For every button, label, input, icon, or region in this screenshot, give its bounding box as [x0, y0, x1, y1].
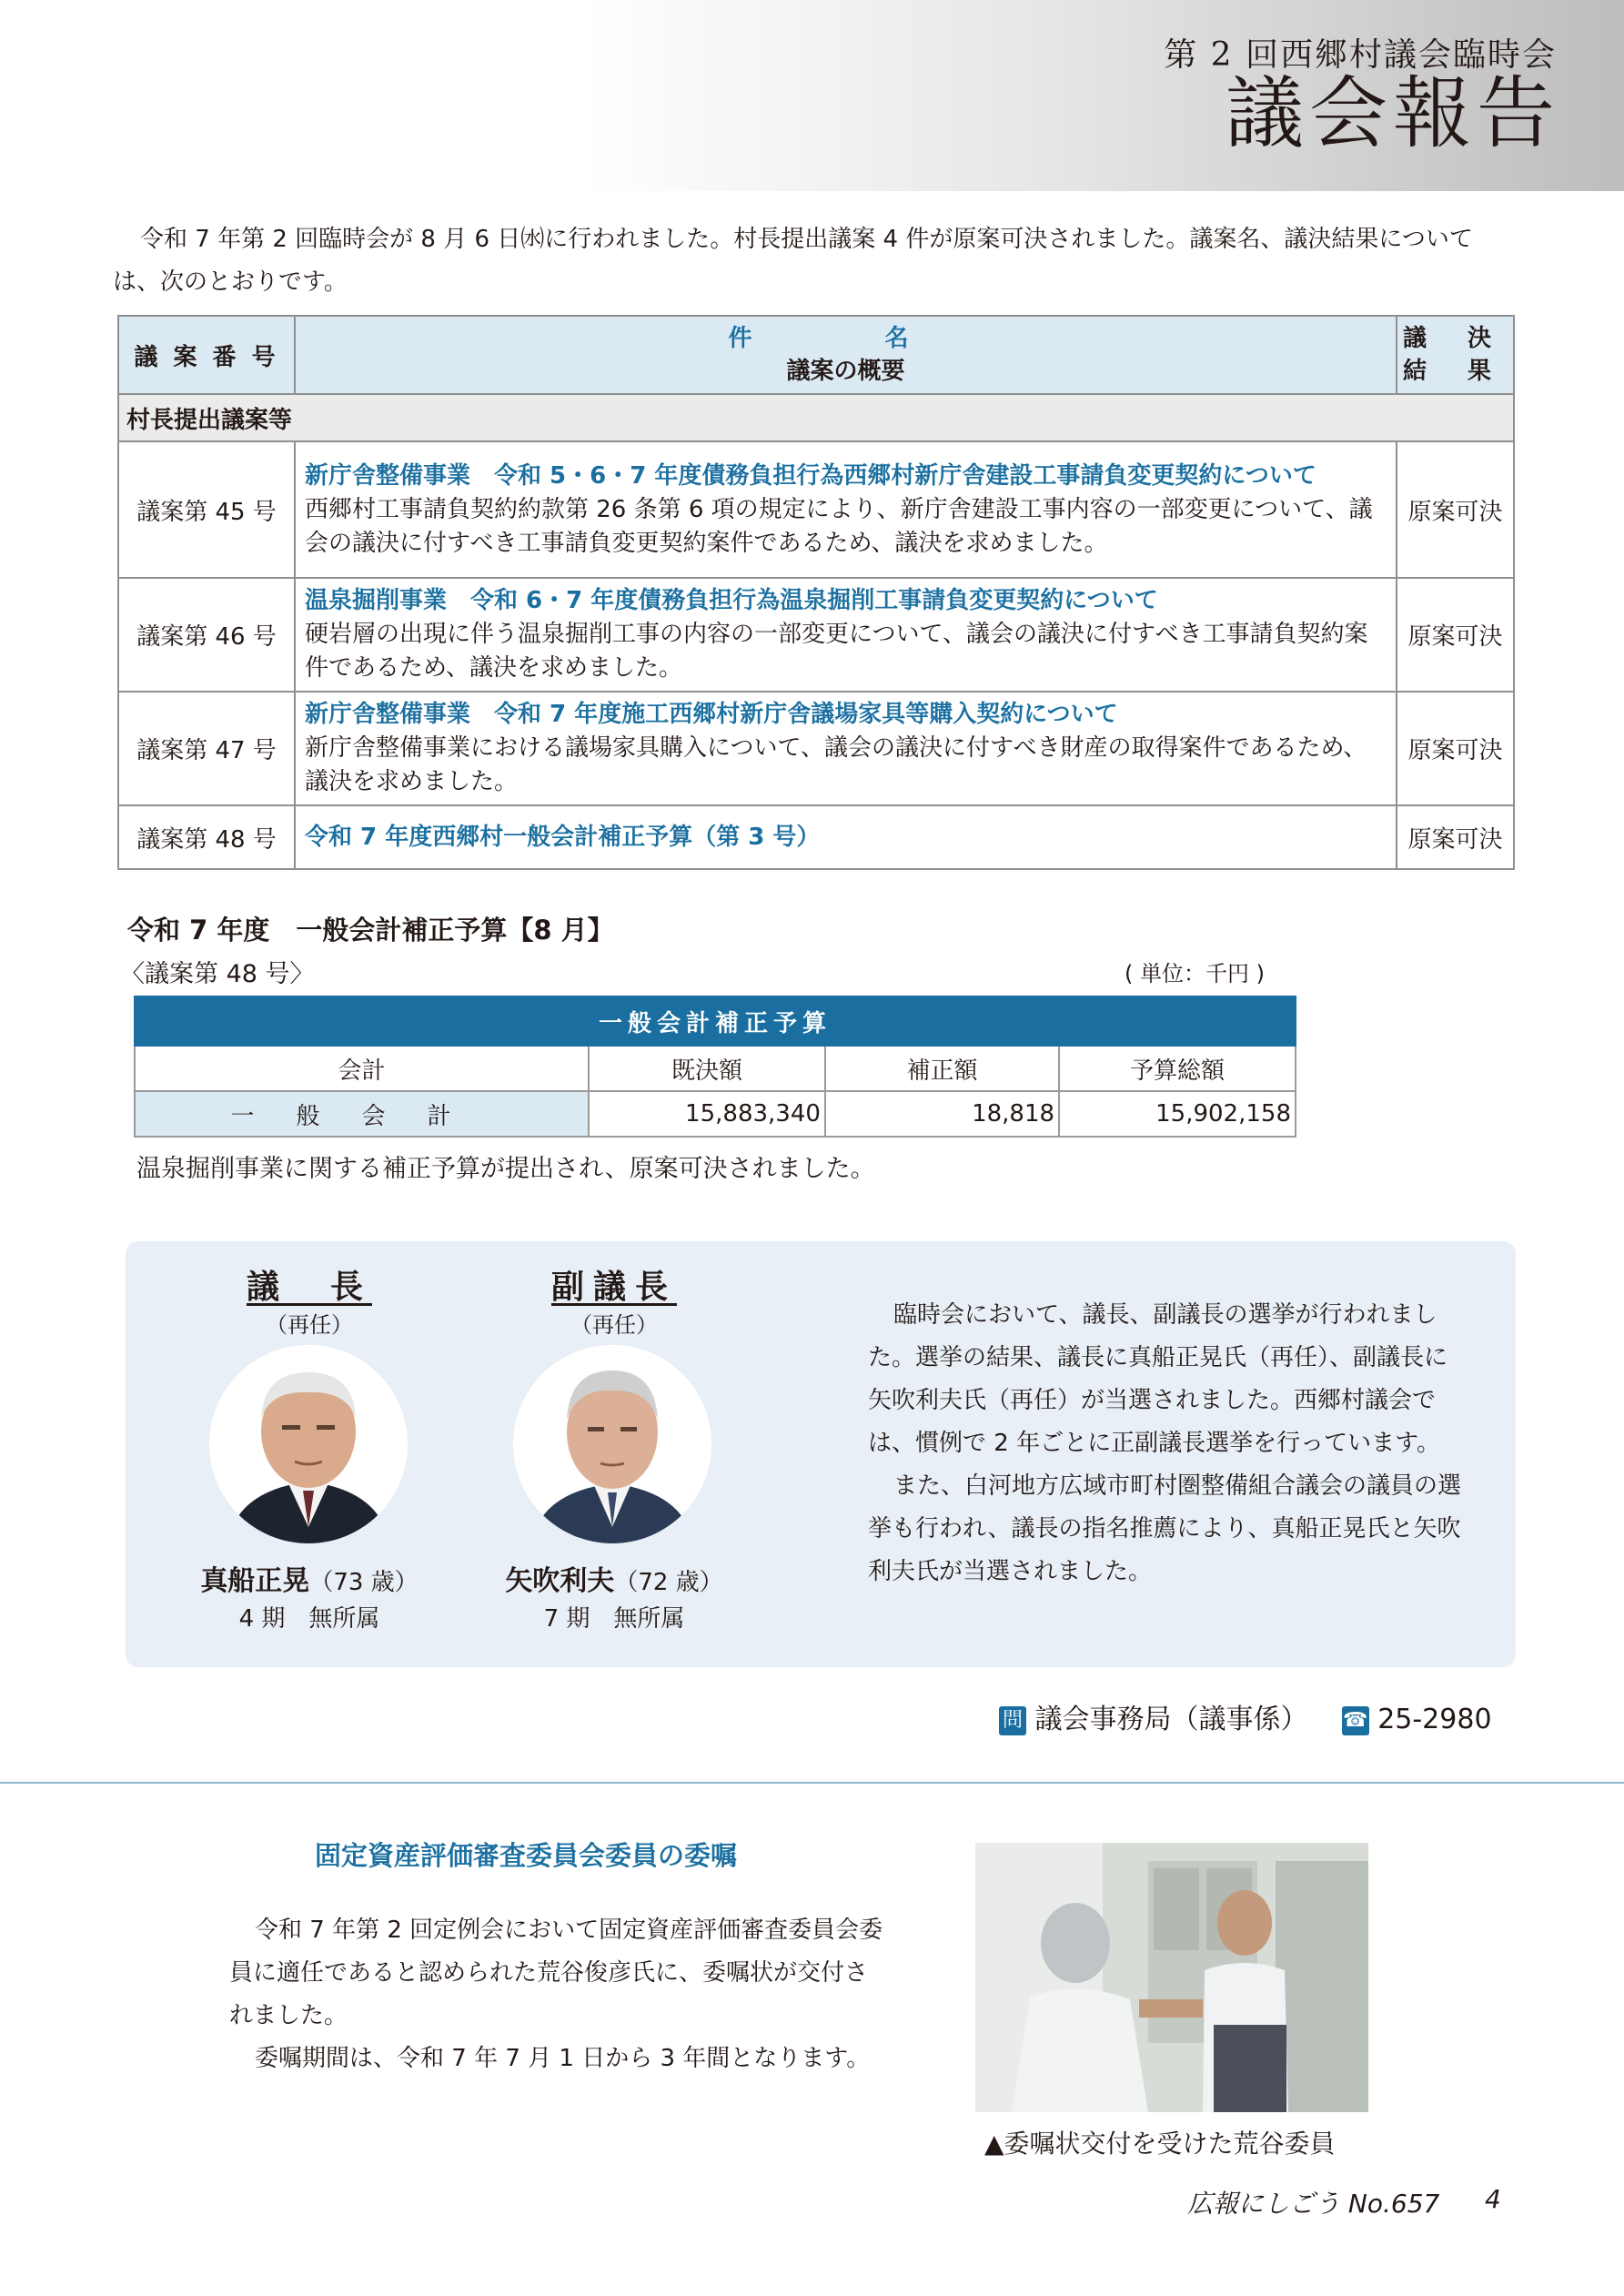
table-row [118, 805, 1514, 869]
bill-summary: 新庁舎整備事業における議場家具購入について、議会の議決に付すべき財産の取得案件であるため、議決を求めました。 [305, 734, 1367, 795]
footer-publication: 広報にしごう No.657 [1187, 2189, 1440, 2219]
bill-description [295, 692, 1397, 805]
contact-line [999, 1696, 1492, 1736]
budget-account: 一般会計 [135, 1091, 589, 1137]
appointment-body [229, 1909, 884, 2080]
ceremony-photo-icon [975, 1843, 1368, 2112]
budget-total: 15,902,158 [1059, 1091, 1296, 1137]
header-name-line2: 議案の概要 [786, 358, 905, 385]
bill-description [295, 441, 1397, 578]
budget-bill-ref: 〈議案第 48 号〉 [120, 960, 315, 988]
budget-header-row [135, 1046, 1296, 1091]
header-name-line1: 件 名 [728, 325, 963, 352]
bill-number: 議案第 48 号 [118, 805, 295, 869]
table-row [118, 578, 1514, 692]
appointment-photo [975, 1843, 1368, 2112]
budget-col-existing: 既決額 [589, 1046, 825, 1091]
election-paragraph-2: また、白河地方広域市町村圏整備組合議会の議員の選挙も行われ、議長の指名推薦により、真船正晃氏と矢吹利夫氏が当選されました。 [868, 1472, 1462, 1585]
contact-office: 議会事務局（議事係） [1034, 1704, 1308, 1735]
section-divider [0, 1782, 1624, 1784]
contact-phone: 25-2980 [1377, 1704, 1492, 1735]
vice-chair-age: （72 歳） [614, 1569, 723, 1596]
bill-result: 原案可決 [1397, 692, 1514, 805]
bill-result: 原案可決 [1397, 578, 1514, 692]
chair-status: （再任） [266, 1312, 353, 1338]
budget-note: 温泉掘削事業に関する補正予算が提出され、原案可決されました。 [136, 1155, 875, 1183]
bill-title: 新庁舎整備事業 令和 5・6・7 年度債務負担行為西郷村新庁舎建設工事請負変更契約について [305, 461, 1316, 490]
bill-number: 議案第 45 号 [118, 441, 295, 578]
election-paragraph-1: 臨時会において、議長、副議長の選挙が行われました。選挙の結果、議長に真船正晃氏（再任）、副議長に矢吹利夫氏（再任）が当選されました。西郷村議会では、慣例で 2 年ごとに正副議長選挙を行っています。 [868, 1301, 1448, 1457]
bill-title: 新庁舎整備事業 令和 7 年度施工西郷村新庁舎議場家具等購入契約について [305, 701, 1118, 728]
page-title: 議会報告 [1226, 68, 1560, 159]
bill-summary: 西郷村工事請負契約約款第 26 条第 6 項の規定により、新庁舎建設工事内容の一部変更について、議会の議決に付すべき工事請負変更契約案件であるため、議決を求めました。 [305, 495, 1373, 557]
chair-photo [209, 1345, 408, 1543]
table-row [118, 441, 1514, 578]
chair-term: 4 期 無所属 [238, 1605, 380, 1633]
bill-number: 議案第 47 号 [118, 692, 295, 805]
vice-chair-name: 矢吹利夫 [505, 1565, 615, 1597]
person-portrait-icon [209, 1345, 408, 1543]
budget-heading: 令和 7 年度 一般会計補正予算【8 月】 [127, 915, 614, 946]
photo-caption: ▲委嘱状交付を受けた荒谷委員 [984, 2129, 1336, 2159]
vice-chair-term: 7 期 無所属 [543, 1605, 685, 1633]
appointment-heading: 固定資産評価審査委員会委員の委嘱 [315, 1840, 738, 1871]
chair-age: （73 歳） [309, 1569, 419, 1596]
inquiry-icon: 問 [999, 1706, 1026, 1735]
header-name [295, 316, 1397, 394]
chair-role: 議 長 [246, 1269, 372, 1306]
bills-table [117, 315, 1515, 870]
section-label: 村長提出議案等 [118, 394, 1514, 441]
header-subtitle: 第 2 回西郷村議会臨時会 [1164, 36, 1557, 74]
budget-existing: 15,883,340 [589, 1091, 825, 1137]
table-row [118, 692, 1514, 805]
bill-result: 原案可決 [1397, 441, 1514, 578]
budget-supplement: 18,818 [825, 1091, 1059, 1137]
header-result-line1: 議 決 [1402, 325, 1508, 352]
bill-number: 議案第 46 号 [118, 578, 295, 692]
budget-col-supplement: 補正額 [825, 1046, 1059, 1091]
header-number: 議 案 番 号 [118, 316, 295, 394]
vice-chair-status: （再任） [570, 1312, 658, 1338]
election-text [868, 1294, 1468, 1593]
bill-title: 温泉掘削事業 令和 6・7 年度債務負担行為温泉掘削工事請負変更契約について [305, 587, 1158, 614]
vice-chair-role: 副議長 [550, 1269, 677, 1306]
header-result-line2: 結 果 [1402, 358, 1508, 385]
chair-name-line [164, 1558, 455, 1598]
appointment-paragraph-1: 令和 7 年第 2 回定例会において固定資産評価審査委員会委員に適任であると認められた荒谷俊彦氏に、委嘱状が交付されました。 [229, 1917, 883, 2029]
bill-title: 令和 7 年度西郷村一般会計補正予算（第 3 号） [305, 823, 821, 851]
section-row [118, 394, 1514, 441]
vice-chair-name-line [469, 1558, 760, 1598]
bill-summary: 硬岩層の出現に伴う温泉掘削工事の内容の一部変更について、議会の議決に付すべき工事請負契約案件であるため、議決を求めました。 [305, 621, 1368, 682]
page-number: 4 [1485, 2184, 1501, 2214]
phone-icon: ☎ [1342, 1706, 1369, 1735]
intro-paragraph: 令和 7 年第 2 回臨時会が 8 月 6 日㈬に行われました。村長提出議案 4 件が原案可決されました。議案名、議決結果については、次のとおりです。 [113, 226, 1473, 296]
chair-name: 真船正晃 [200, 1565, 310, 1597]
vice-chair-photo [513, 1345, 711, 1543]
budget-unit: ( 単位：千円 ) [1125, 961, 1265, 986]
bill-description [295, 805, 1397, 869]
bills-header-row [118, 316, 1514, 394]
appointment-paragraph-2: 委嘱期間は、令和 7 年 7 月 1 日から 3 年間となります。 [255, 2045, 871, 2072]
budget-col-account: 会計 [135, 1046, 589, 1091]
header-result [1397, 316, 1514, 394]
budget-table [134, 996, 1296, 1138]
budget-caption-row [135, 996, 1296, 1046]
bill-result: 原案可決 [1397, 805, 1514, 869]
budget-col-total: 予算総額 [1059, 1046, 1296, 1091]
table-row [135, 1091, 1296, 1137]
person-portrait-icon [513, 1345, 711, 1543]
bill-description [295, 578, 1397, 692]
budget-caption: 一般会計補正予算 [135, 996, 1296, 1046]
